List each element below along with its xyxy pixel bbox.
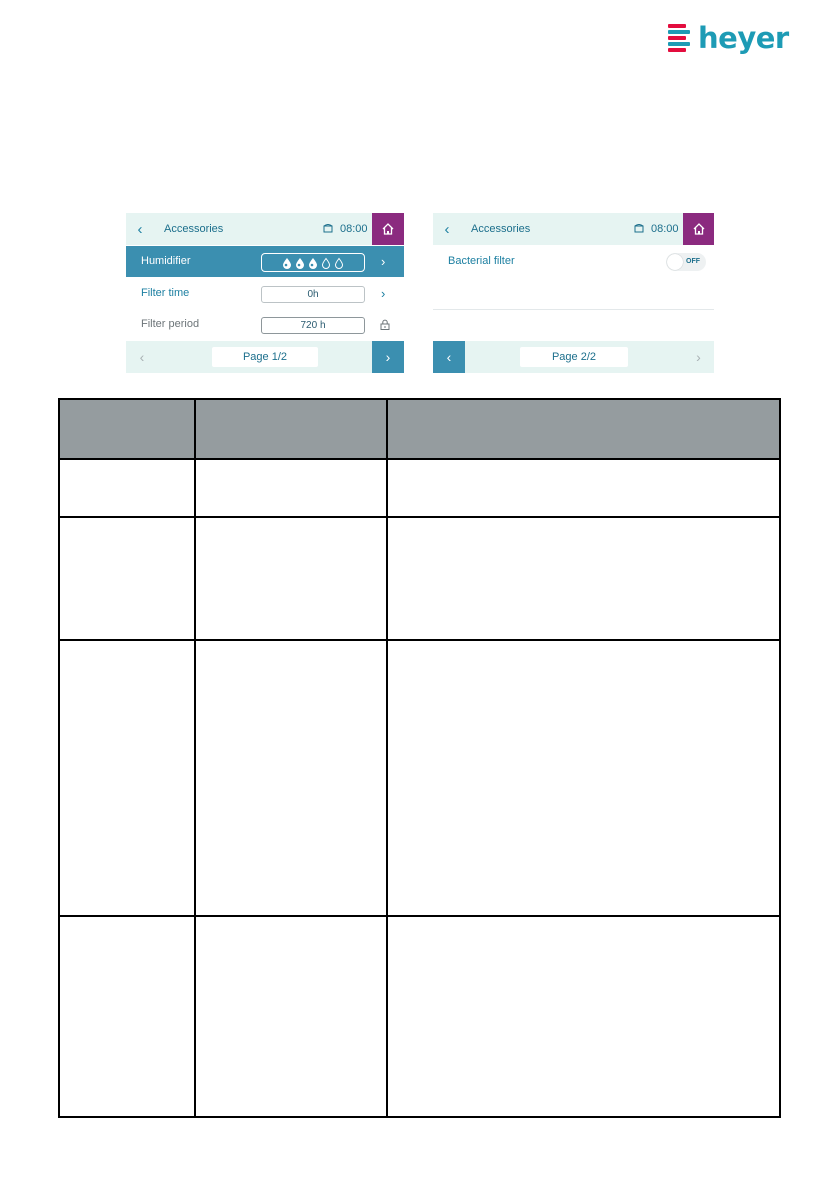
chevron-right-icon[interactable]: › — [381, 254, 386, 269]
table-row — [59, 459, 780, 517]
logo-stripes-icon — [668, 22, 694, 54]
screen-footer — [433, 341, 714, 373]
bacterial-filter-toggle[interactable] — [666, 253, 706, 271]
heyer-logo — [668, 22, 789, 54]
drop-outline-icon — [334, 257, 344, 269]
table-cell — [195, 459, 387, 517]
next-page-button[interactable]: › — [696, 349, 701, 365]
table-cell — [387, 640, 780, 916]
table-cell — [195, 640, 387, 916]
prev-page-button[interactable]: ‹ — [139, 349, 145, 365]
row-divider — [433, 309, 714, 310]
bacterial-filter-row — [433, 246, 714, 277]
table-cell — [387, 916, 780, 1117]
chevron-left-icon[interactable]: ‹ — [137, 220, 143, 238]
screen-title: Accessories — [471, 223, 531, 235]
table-cell — [59, 916, 195, 1117]
bacterial-filter-label: Bacterial filter — [448, 255, 515, 267]
home-button[interactable] — [372, 213, 404, 245]
table-header-cell — [59, 399, 195, 459]
table-cell — [387, 517, 780, 640]
screen-header — [433, 213, 714, 245]
table-header-row — [59, 399, 780, 459]
table-header-cell — [195, 399, 387, 459]
home-button[interactable] — [683, 213, 714, 245]
chevron-right-icon[interactable]: › — [381, 286, 386, 301]
toggle-state: OFF — [686, 258, 700, 265]
drop-outline-icon — [321, 257, 331, 269]
filter-time-row[interactable] — [126, 278, 404, 309]
table-cell — [59, 517, 195, 640]
filter-period-label: Filter period — [141, 318, 200, 330]
clock-icon — [323, 224, 333, 233]
filter-time-value: 0h — [261, 286, 365, 303]
clock-icon — [634, 224, 644, 233]
chevron-left-icon[interactable]: ‹ — [444, 220, 450, 238]
table-cell — [59, 640, 195, 916]
home-icon — [381, 222, 395, 236]
humidifier-level-selector[interactable] — [261, 253, 365, 272]
table-row — [59, 640, 780, 916]
next-page-button[interactable]: › — [372, 341, 404, 373]
time-display: 08:00 — [651, 223, 679, 235]
humidifier-label: Humidifier — [141, 255, 191, 267]
table-cell — [195, 916, 387, 1117]
toggle-knob — [667, 254, 683, 270]
page-indicator: Page 2/2 — [520, 347, 628, 367]
table-cell — [195, 517, 387, 640]
drop-filled-icon — [282, 257, 292, 269]
time-display: 08:00 — [340, 223, 368, 235]
filter-period-row — [126, 309, 404, 340]
screen-header — [126, 213, 404, 245]
logo-wordmark: heyer — [698, 21, 789, 55]
drop-filled-icon — [308, 257, 318, 269]
description-table — [58, 398, 781, 1118]
table-header-cell — [387, 399, 780, 459]
accessories-screen-page-2 — [433, 213, 714, 373]
screen-footer — [126, 341, 404, 373]
table-cell — [387, 459, 780, 517]
table-row — [59, 517, 780, 640]
lock-icon — [380, 319, 390, 330]
filter-period-value: 720 h — [261, 317, 365, 334]
prev-page-button[interactable]: ‹ — [433, 341, 465, 373]
table-cell — [59, 459, 195, 517]
filter-time-label: Filter time — [141, 287, 190, 299]
home-icon — [692, 222, 706, 236]
table-row — [59, 916, 780, 1117]
accessories-screen-page-1 — [126, 213, 404, 373]
screen-title: Accessories — [164, 223, 224, 235]
page-indicator: Page 1/2 — [212, 347, 318, 367]
humidifier-row[interactable] — [126, 246, 404, 277]
drop-filled-icon — [295, 257, 305, 269]
